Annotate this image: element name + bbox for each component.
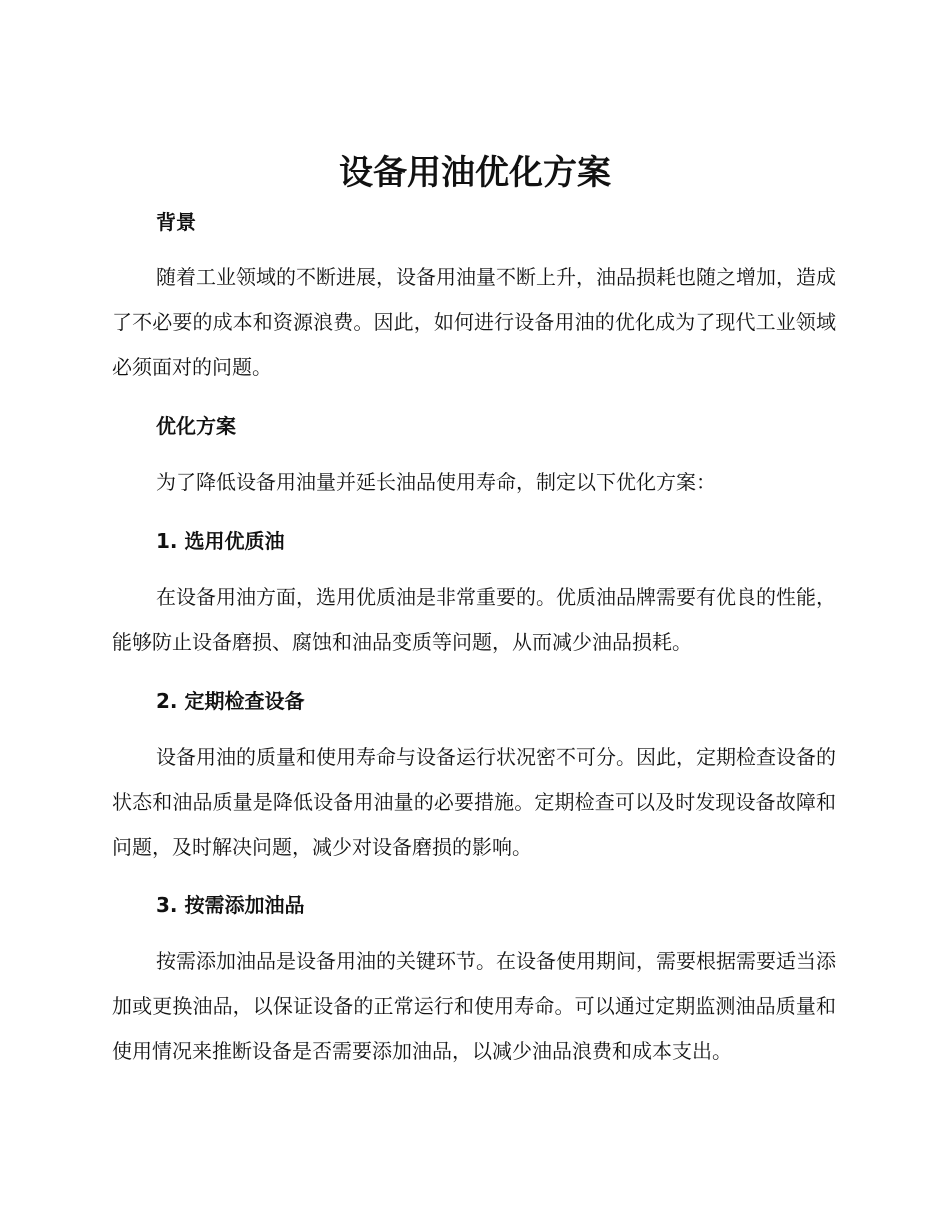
section-paragraph-add-oil-on-demand: 按需添加油品是设备用油的关键环节。在设备使用期间，需要根据需要适当添加或更换油品，以保证设备的正常运行和使用寿命。可以通过定期监测油品质量和使用情况来推断设备是否需要添加油品，以减少油品浪费和成本支出。 [112,949,836,1063]
section-paragraph-regular-inspection: 设备用油的质量和使用寿命与设备运行状况密不可分。因此，定期检查设备的状态和油品质量是降低设备用油量的必要措施。定期检查可以及时发现设备故障和问题，及时解决问题，减少对设备磨损的影响。 [112,745,836,859]
section-paragraph-quality-oil: 在设备用油方面，选用优质油是非常重要的。优质油品牌需要有优良的性能，能够防止设备磨损、腐蚀和油品变质等问题，从而减少油品损耗。 [112,585,836,654]
section-paragraph-background: 随着工业领域的不断进展，设备用油量不断上升，油品损耗也随之增加，造成了不必要的成本和资源浪费。因此，如何进行设备用油的优化成为了现代工业领域必须面对的问题。 [112,265,836,379]
document-title: 设备用油优化方案 [339,153,611,193]
section-heading-background: 背景 [156,210,196,234]
section-heading-regular-inspection: 2. 定期检查设备 [156,689,305,713]
section-paragraph-optimization-plan: 为了降低设备用油量并延长油品使用寿命，制定以下优化方案： [156,470,716,494]
section-heading-optimization-plan: 优化方案 [156,414,236,438]
section-heading-quality-oil: 1. 选用优质油 [156,529,285,553]
section-heading-add-oil-on-demand: 3. 按需添加油品 [156,893,305,917]
